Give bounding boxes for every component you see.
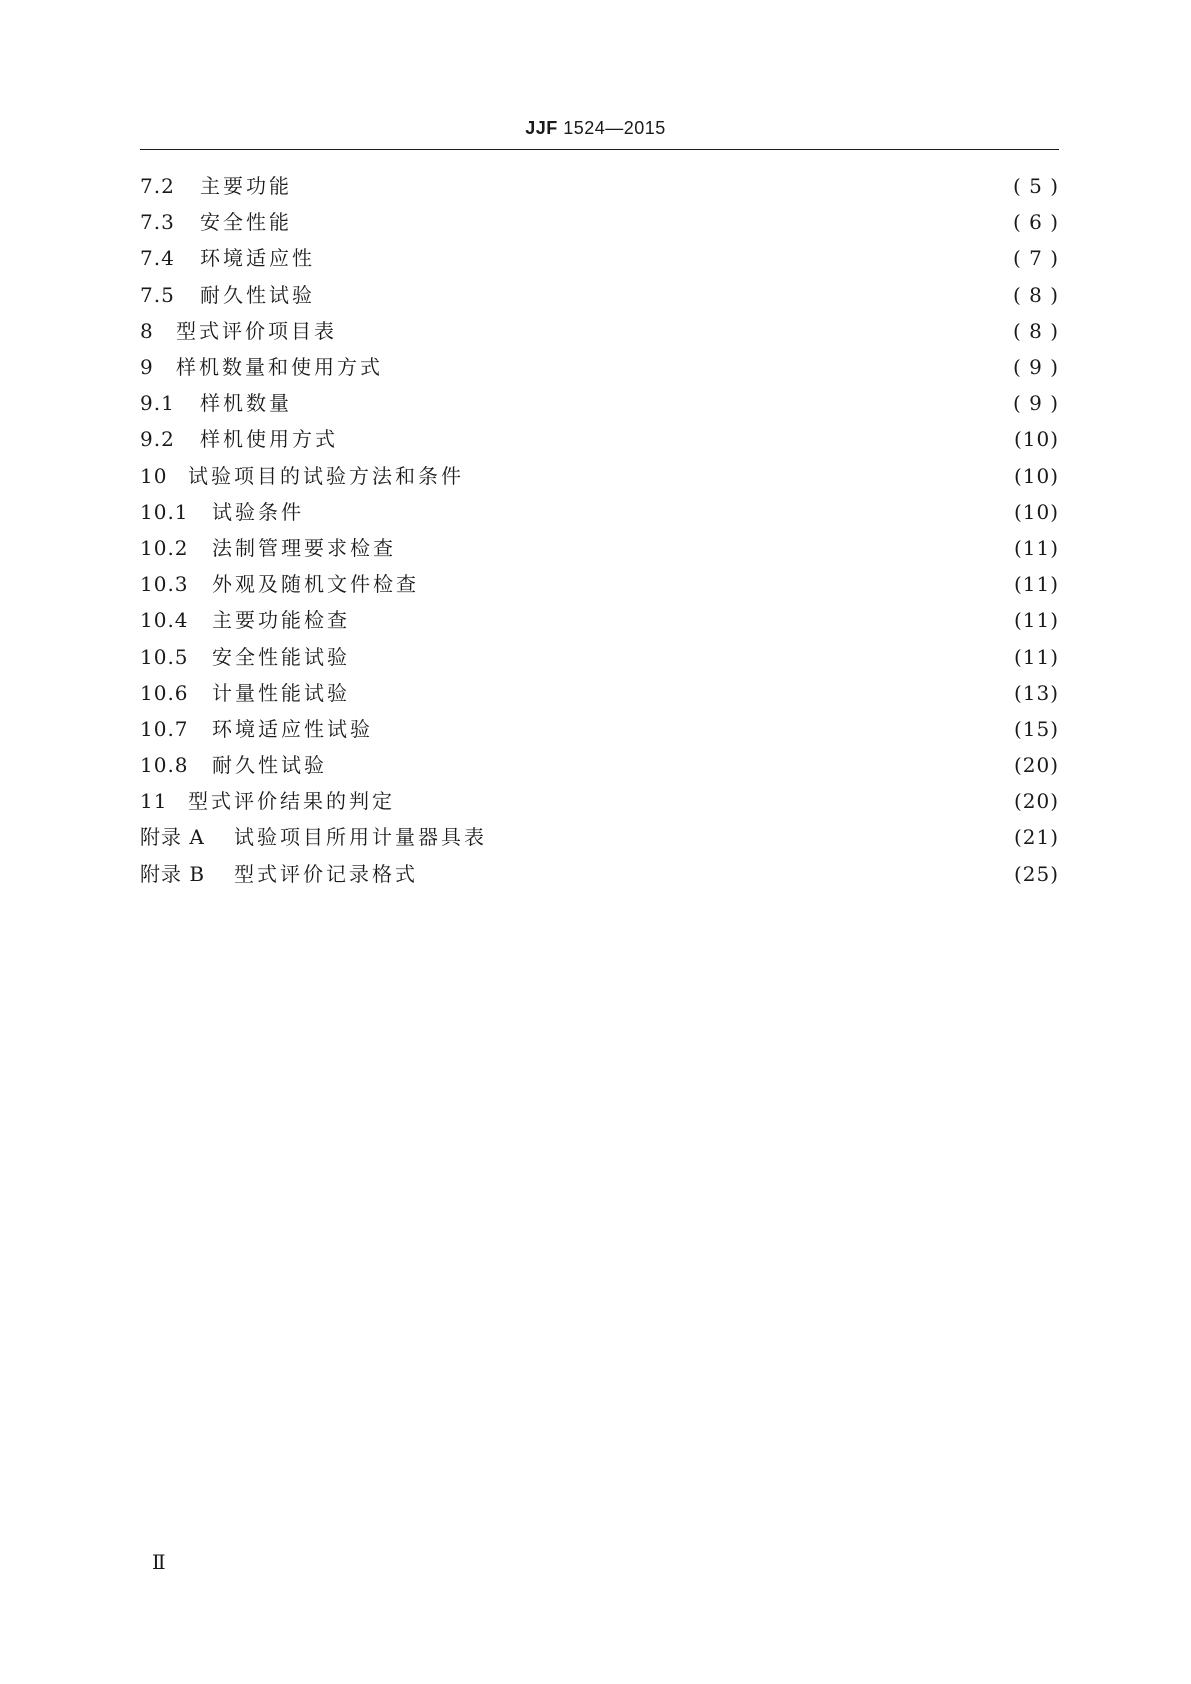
toc-entry-page: ( 8 ) xyxy=(1013,318,1060,343)
dot-leader xyxy=(501,819,1007,855)
dot-leader xyxy=(478,458,1007,494)
dot-leader xyxy=(364,602,1007,638)
dot-leader xyxy=(317,240,1007,276)
toc-entry-page: (11) xyxy=(1013,572,1059,597)
toc-entry-title: 型式评价项目表 xyxy=(176,318,337,343)
toc-entry-number: 10.1 xyxy=(140,499,189,524)
toc-entry-title: 试验项目所用计量器具表 xyxy=(234,825,487,850)
dot-leader xyxy=(433,566,1007,602)
toc-entry-title: 主要功能 xyxy=(200,174,292,199)
toc-entry[interactable] xyxy=(140,819,1059,855)
toc-entry-number: 10.2 xyxy=(140,535,189,560)
toc-entry[interactable] xyxy=(140,530,1059,566)
toc-entry-page: ( 9 ) xyxy=(1013,391,1060,416)
toc-entry[interactable] xyxy=(140,602,1059,638)
toc-entry[interactable] xyxy=(140,494,1059,530)
toc-entry-number: 7.5 xyxy=(140,282,175,307)
toc-entry[interactable] xyxy=(140,783,1059,819)
dot-leader xyxy=(294,385,1007,421)
dot-leader xyxy=(410,530,1007,566)
toc-entry-title: 主要功能检查 xyxy=(212,608,350,633)
toc-entry-number: 7.3 xyxy=(140,210,175,235)
toc-entry-page: ( 7 ) xyxy=(1013,246,1060,271)
toc-entry-page: (15) xyxy=(1013,716,1059,741)
toc-entry-page: (25) xyxy=(1013,861,1059,886)
dot-leader xyxy=(317,277,1007,313)
toc-entry[interactable] xyxy=(140,856,1059,892)
toc-entry-number: 9.1 xyxy=(140,391,175,416)
toc-entry-title: 试验条件 xyxy=(212,499,304,524)
toc-entry[interactable] xyxy=(140,566,1059,602)
dot-leader xyxy=(318,494,1007,530)
toc-entry-page: (21) xyxy=(1013,825,1059,850)
toc-entry-number: 10.6 xyxy=(140,680,189,705)
toc-entry-page: (13) xyxy=(1013,680,1059,705)
toc-entry[interactable] xyxy=(140,638,1059,674)
document-header xyxy=(0,118,1191,139)
toc-entry-page: (11) xyxy=(1013,535,1059,560)
toc-entry-title: 环境适应性试验 xyxy=(212,716,373,741)
dot-leader xyxy=(341,747,1007,783)
dot-leader xyxy=(339,313,1007,349)
toc-entry-number: 10.5 xyxy=(140,644,189,669)
toc-entry-number: 10.8 xyxy=(140,753,189,778)
dot-leader xyxy=(294,168,1007,204)
toc-entry[interactable] xyxy=(140,349,1059,385)
toc-entry-title: 安全性能 xyxy=(200,210,292,235)
toc-entry-title: 试验项目的试验方法和条件 xyxy=(188,463,464,488)
toc-entry[interactable] xyxy=(140,458,1059,494)
standard-code-prefix: JJF xyxy=(525,118,558,138)
toc-entry-page: (10) xyxy=(1013,499,1059,524)
toc-entry-number: 10.7 xyxy=(140,716,189,741)
toc-entry-title: 外观及随机文件检查 xyxy=(212,572,419,597)
toc-entry[interactable] xyxy=(140,240,1059,276)
toc-entry[interactable] xyxy=(140,204,1059,240)
toc-entry-number: 附录 B xyxy=(140,861,206,886)
toc-entry-number: 8 xyxy=(140,318,154,343)
toc-entry-page: (10) xyxy=(1013,427,1059,452)
toc-entry[interactable] xyxy=(140,385,1059,421)
dot-leader xyxy=(364,675,1007,711)
dot-leader xyxy=(340,421,1007,457)
toc-entry-title: 法制管理要求检查 xyxy=(212,535,396,560)
toc-entry[interactable] xyxy=(140,421,1059,457)
toc-entry-page: (11) xyxy=(1013,644,1059,669)
dot-leader xyxy=(385,349,1007,385)
toc-entry-page: (20) xyxy=(1013,753,1059,778)
toc-entry-page: (10) xyxy=(1013,463,1059,488)
toc-entry-title: 型式评价记录格式 xyxy=(234,861,418,886)
toc-entry[interactable] xyxy=(140,675,1059,711)
dot-leader xyxy=(387,711,1007,747)
page-number: Ⅱ xyxy=(152,1550,165,1574)
dot-leader xyxy=(364,639,1007,675)
toc-entry[interactable] xyxy=(140,313,1059,349)
toc-entry-number: 7.2 xyxy=(140,174,175,199)
toc-entry-number: 11 xyxy=(140,789,168,814)
toc-entry-title: 耐久性试验 xyxy=(212,753,327,778)
toc-entry-title: 计量性能试验 xyxy=(212,680,350,705)
toc-entry-number: 10 xyxy=(140,463,168,488)
toc-entry-number: 9.2 xyxy=(140,427,175,452)
toc-entry-title: 环境适应性 xyxy=(200,246,315,271)
toc-entry-number: 附录 A xyxy=(140,825,205,850)
toc-entry-title: 样机使用方式 xyxy=(200,427,338,452)
dot-leader xyxy=(409,783,1007,819)
toc-entry-page: ( 6 ) xyxy=(1013,210,1060,235)
toc-entry-number: 10.3 xyxy=(140,572,189,597)
toc-entry-page: (20) xyxy=(1013,789,1059,814)
dot-leader xyxy=(432,856,1007,892)
toc-entry-page: ( 8 ) xyxy=(1013,282,1060,307)
header-divider xyxy=(140,149,1059,150)
toc-entry[interactable] xyxy=(140,711,1059,747)
toc-entry[interactable] xyxy=(140,747,1059,783)
toc-entry-title: 安全性能试验 xyxy=(212,644,350,669)
toc-entry-title: 耐久性试验 xyxy=(200,282,315,307)
toc-entry-title: 型式评价结果的判定 xyxy=(188,789,395,814)
toc-entry[interactable] xyxy=(140,277,1059,313)
dot-leader xyxy=(294,204,1007,240)
toc-entry-page: ( 5 ) xyxy=(1013,174,1060,199)
toc-entry-number: 10.4 xyxy=(140,608,189,633)
toc-entry[interactable] xyxy=(140,168,1059,204)
toc-entry-number: 7.4 xyxy=(140,246,175,271)
toc-entry-page: ( 9 ) xyxy=(1013,355,1060,380)
standard-code-number: 1524—2015 xyxy=(557,118,666,138)
table-of-contents xyxy=(140,168,1059,892)
toc-entry-title: 样机数量 xyxy=(200,391,292,416)
toc-entry-number: 9 xyxy=(140,355,154,380)
toc-entry-page: (11) xyxy=(1013,608,1059,633)
toc-entry-title: 样机数量和使用方式 xyxy=(176,355,383,380)
